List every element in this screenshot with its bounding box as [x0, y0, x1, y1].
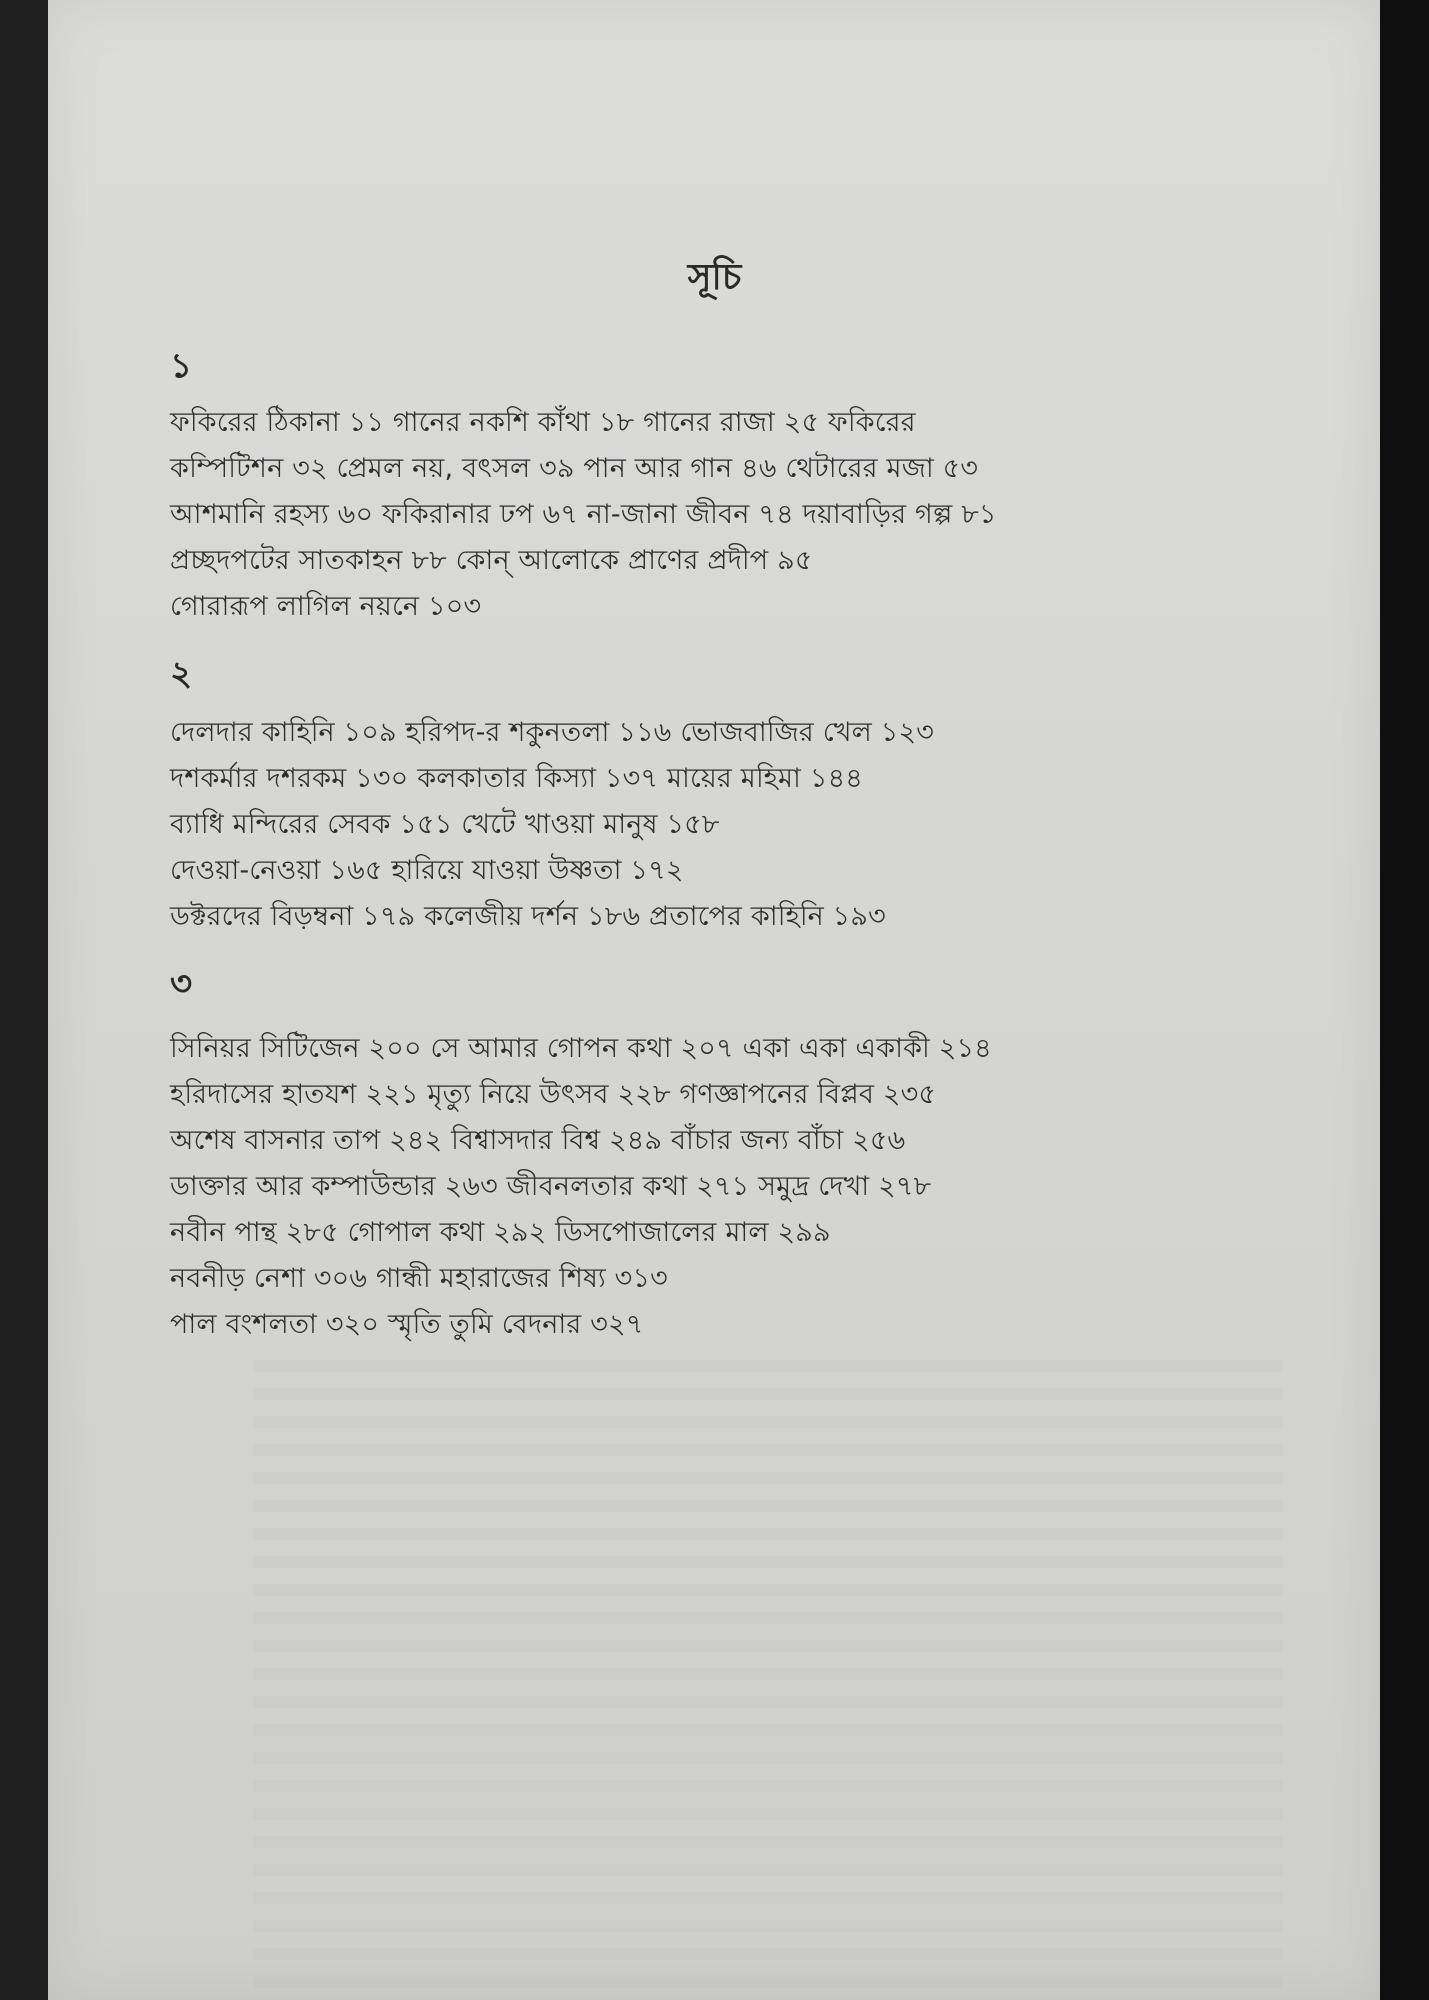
bleed-through-text: [253, 1360, 1283, 2000]
toc-line: আশমানি রহস্য ৬০ ফকিরানার ঢপ ৬৭ না-জানা জীবন ৭৪ দয়াবাড়ির গল্প ৮১: [170, 499, 997, 530]
toc-line: ফকিরের ঠিকানা ১১ গানের নকশি কাঁথা ১৮ গানের রাজা ২৫ ফকিরের: [170, 407, 916, 438]
toc-line: ব্যাধি মন্দিরের সেবক ১৫১ খেটে খাওয়া মানুষ ১৫৮: [170, 809, 720, 840]
toc-line: প্রচ্ছদপটের সাতকাহন ৮৮ কোন্ আলোকে প্রাণের প্রদীপ ৯৫: [170, 545, 813, 576]
toc-line: ডাক্তার আর কম্পাউন্ডার ২৬৩ জীবনলতার কথা ২৭১ সমুদ্র দেখা ২৭৮: [170, 1171, 932, 1202]
section-number-3: ৩: [170, 964, 193, 1004]
toc-line: কম্পিটিশন ৩২ প্রেমল নয়, বৎসল ৩৯ পান আর গান ৪৬ থেটারের মজা ৫৩: [170, 453, 979, 484]
toc-line: সিনিয়র সিটিজেন ২০০ সে আমার গোপন কথা ২০৭ একা একা একাকী ২১৪: [170, 1033, 992, 1064]
toc-line: গোরারূপ লাগিল নয়নে ১০৩: [170, 591, 482, 622]
toc-line: নবীন পান্থ ২৮৫ গোপাল কথা ২৯২ ডিসপোজালের মাল ২৯৯: [170, 1217, 831, 1248]
toc-line: দেওয়া-নেওয়া ১৬৫ হারিয়ে যাওয়া উষ্ণতা ১৭২: [170, 855, 684, 886]
toc-line: অশেষ বাসনার তাপ ২৪২ বিশ্বাসদার বিশ্ব ২৪৯ বাঁচার জন্য বাঁচা ২৫৬: [170, 1125, 906, 1156]
toc-line: ডক্টরদের বিড়ম্বনা ১৭৯ কলেজীয় দর্শন ১৮৬ প্রতাপের কাহিনি ১৯৩: [170, 901, 886, 932]
toc-line: পাল বংশলতা ৩২০ স্মৃতি তুমি বেদনার ৩২৭: [170, 1309, 644, 1340]
page-title: সূচি: [687, 257, 742, 298]
toc-line: দেলদার কাহিনি ১০৯ হরিপদ-র শকুনতলা ১১৬ ভোজবাজির খেল ১২৩: [170, 717, 934, 748]
section-number-1: ১: [170, 346, 193, 386]
toc-line: দশকর্মার দশরকম ১৩০ কলকাতার কিস্যা ১৩৭ মায়ের মহিমা ১৪৪: [170, 763, 864, 794]
toc-line: হরিদাসের হাতযশ ২২১ মৃত্যু নিয়ে উৎসব ২২৮ গণজ্ঞাপনের বিপ্লব ২৩৫: [170, 1079, 937, 1110]
toc-line: নবনীড় নেশা ৩০৬ গান্ধী মহারাজের শিষ্য ৩১৩: [170, 1263, 668, 1294]
section-number-2: ২: [170, 654, 193, 694]
